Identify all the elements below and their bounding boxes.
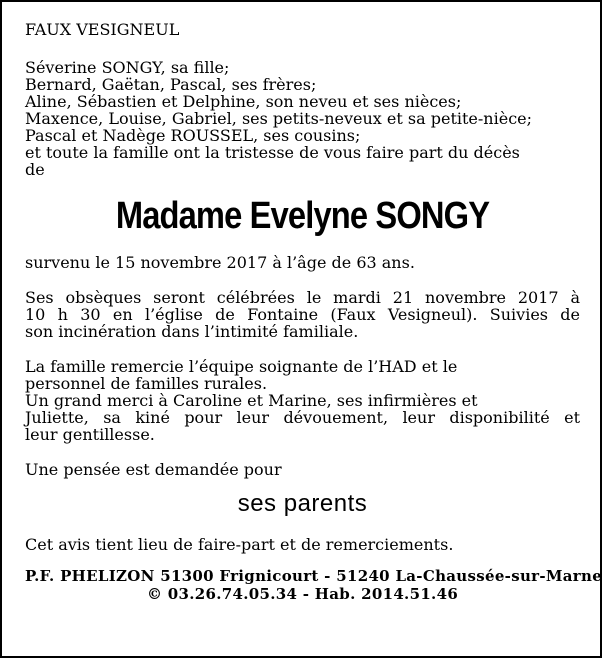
funeral-paragraph bbox=[25, 289, 580, 340]
spacer bbox=[25, 443, 580, 461]
family-line: et toute la famille ont la tristesse de vous faire part du décès bbox=[25, 143, 520, 162]
family-line: de bbox=[25, 160, 45, 179]
family-line: Maxence, Louise, Gabriel, ses petits-neveux et sa petite-nièce; bbox=[25, 109, 533, 128]
spacer bbox=[25, 271, 580, 289]
thanks-line: Juliette, sa kiné pour leur dévouement, leur disponibilité et bbox=[25, 408, 580, 427]
thought-line: Une pensée est demandée pour bbox=[25, 460, 282, 479]
footer-line: © 03.26.74.05.34 - Hab. 2014.51.46 bbox=[146, 585, 459, 603]
thanks-line: leur gentillesse. bbox=[25, 425, 155, 444]
funeral-line: 10 h 30 en l’église de Fontaine (Faux Vesigneul). Suivies de bbox=[25, 305, 580, 324]
spacer bbox=[25, 38, 580, 59]
funeral-line: Ses obsèques seront célébrées le mardi 21 novembre 2017 à bbox=[25, 288, 580, 307]
family-line: Aline, Sébastien et Delphine, son neveu et ses nièces; bbox=[25, 92, 462, 111]
family-line: Pascal et Nadège ROUSSEL, ses cousins; bbox=[25, 126, 361, 145]
funeral-line: son incinération dans l’intimité familiale. bbox=[25, 322, 359, 341]
thanks-paragraph bbox=[25, 358, 580, 443]
thanks-line: La famille remercie l’équipe soignante de l’HAD et le bbox=[25, 357, 458, 376]
closing-line: Cet avis tient lieu de faire-part et de remerciements. bbox=[25, 535, 454, 554]
footer-line: P.F. PHELIZON 51300 Frignicourt - 51240 La-Chaussée-sur-Marne bbox=[25, 567, 603, 585]
death-date-line: survenu le 15 novembre 2017 à l’âge de 63 ans. bbox=[25, 253, 415, 272]
parents-line: ses parents bbox=[237, 490, 368, 517]
deceased-name: Madame Evelyne SONGY bbox=[115, 195, 490, 237]
thanks-line: Un grand merci à Caroline et Marine, ses infirmières et bbox=[25, 391, 478, 410]
funeral-home-footer bbox=[25, 567, 603, 603]
family-list bbox=[25, 59, 580, 178]
family-line: Séverine SONGY, sa fille; bbox=[25, 58, 230, 77]
family-line: Bernard, Gaëtan, Pascal, ses frères; bbox=[25, 75, 317, 94]
spacer bbox=[25, 340, 580, 358]
thanks-line: personnel de familles rurales. bbox=[25, 374, 268, 393]
village-heading: FAUX VESIGNEUL bbox=[25, 20, 180, 39]
